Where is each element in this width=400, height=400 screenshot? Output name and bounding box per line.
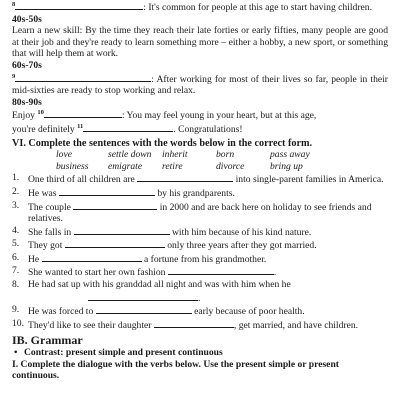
- age-heading: 60s-70s: [12, 59, 42, 71]
- list-item: 9. He was forced to early because of poor health.: [12, 304, 305, 318]
- list-item: 8. He had sat up with his granddad all night and was with him when he .: [12, 279, 291, 304]
- word: inherit: [162, 149, 188, 161]
- answer-blank[interactable]: [137, 172, 233, 182]
- list-item: 1. One third of all children are into single-parent families in America.: [12, 172, 384, 186]
- word: emigrate: [108, 160, 143, 172]
- answer-blank[interactable]: [44, 108, 122, 118]
- grammar-title: IB. Grammar: [12, 333, 83, 348]
- word: settle down: [108, 149, 152, 161]
- word: bring up: [270, 160, 303, 172]
- answer-blank[interactable]: [59, 186, 155, 196]
- age-heading: 80s-90s: [12, 96, 42, 108]
- answer-blank[interactable]: [83, 122, 173, 132]
- word: love: [56, 149, 72, 161]
- answer-blank[interactable]: [154, 318, 234, 328]
- list-item: 5. They got only three years after they got married.: [12, 238, 317, 252]
- answer-blank[interactable]: [65, 238, 165, 248]
- blank-number: 8: [12, 0, 16, 8]
- age-heading: 40s-50s: [12, 13, 42, 25]
- answer-blank[interactable]: [15, 72, 151, 82]
- list-item: 2. He was by his grandparents.: [12, 185, 235, 199]
- word: pass away: [270, 149, 310, 161]
- line-8: $^8$ : It's common for people at this age to start having children.: [12, 0, 372, 13]
- word-bank: [56, 149, 388, 172]
- list-item: 3. The couple in 2000 and are back here on holiday to see friends and relatives.: [12, 199, 372, 225]
- paragraph: Learn a new skill: By the time they reach their late forties or early fifties, many people are good at their job and they're ready to learn something more – either a hobby, a new sport, or something that will help them at work.: [12, 25, 388, 60]
- answer-blank[interactable]: [42, 252, 142, 262]
- paragraph: $^9$ : After working for most of their lives so far, people in their mid-sixties are ready to stop working and relax.: [12, 72, 388, 97]
- answer-blank[interactable]: [168, 265, 274, 275]
- enjoy-line: Enjoy $^{10}$ : You may feel young in your heart, but at this age,: [12, 109, 317, 122]
- grammar-bullet: • Contrast: present simple and present continuous: [12, 347, 388, 359]
- answer-blank[interactable]: [88, 291, 198, 301]
- list-item: 4. She falls in with him because of his kind nature.: [12, 224, 312, 238]
- list-item: 6. He a fortune from his grandmother.: [12, 251, 267, 265]
- section-vi-title: VI. Complete the sentences with the words below in the correct form.: [12, 137, 312, 149]
- answer-blank[interactable]: [96, 304, 192, 314]
- list-item: 7. She wanted to start her own fashion .: [12, 265, 277, 279]
- word: retire: [162, 160, 183, 172]
- answer-blank[interactable]: [74, 225, 170, 235]
- blank-number: 11: [77, 122, 84, 130]
- answer-blank[interactable]: [15, 0, 143, 10]
- list-item: 10. They'd like to see their daughter , get married, and have children.: [12, 317, 359, 331]
- grammar-instruction: I. Complete the dialogue with the verbs below. Use the present simple or present continuous.: [12, 358, 339, 382]
- word: divorce: [216, 160, 245, 172]
- answer-blank[interactable]: [73, 200, 157, 210]
- blank-number: 9: [12, 72, 16, 80]
- blank-number: 10: [37, 109, 44, 117]
- word: business: [56, 160, 89, 172]
- definitely-line: you're definitely $^{11}$ . Congratulations!: [12, 122, 243, 135]
- word: born: [216, 149, 235, 161]
